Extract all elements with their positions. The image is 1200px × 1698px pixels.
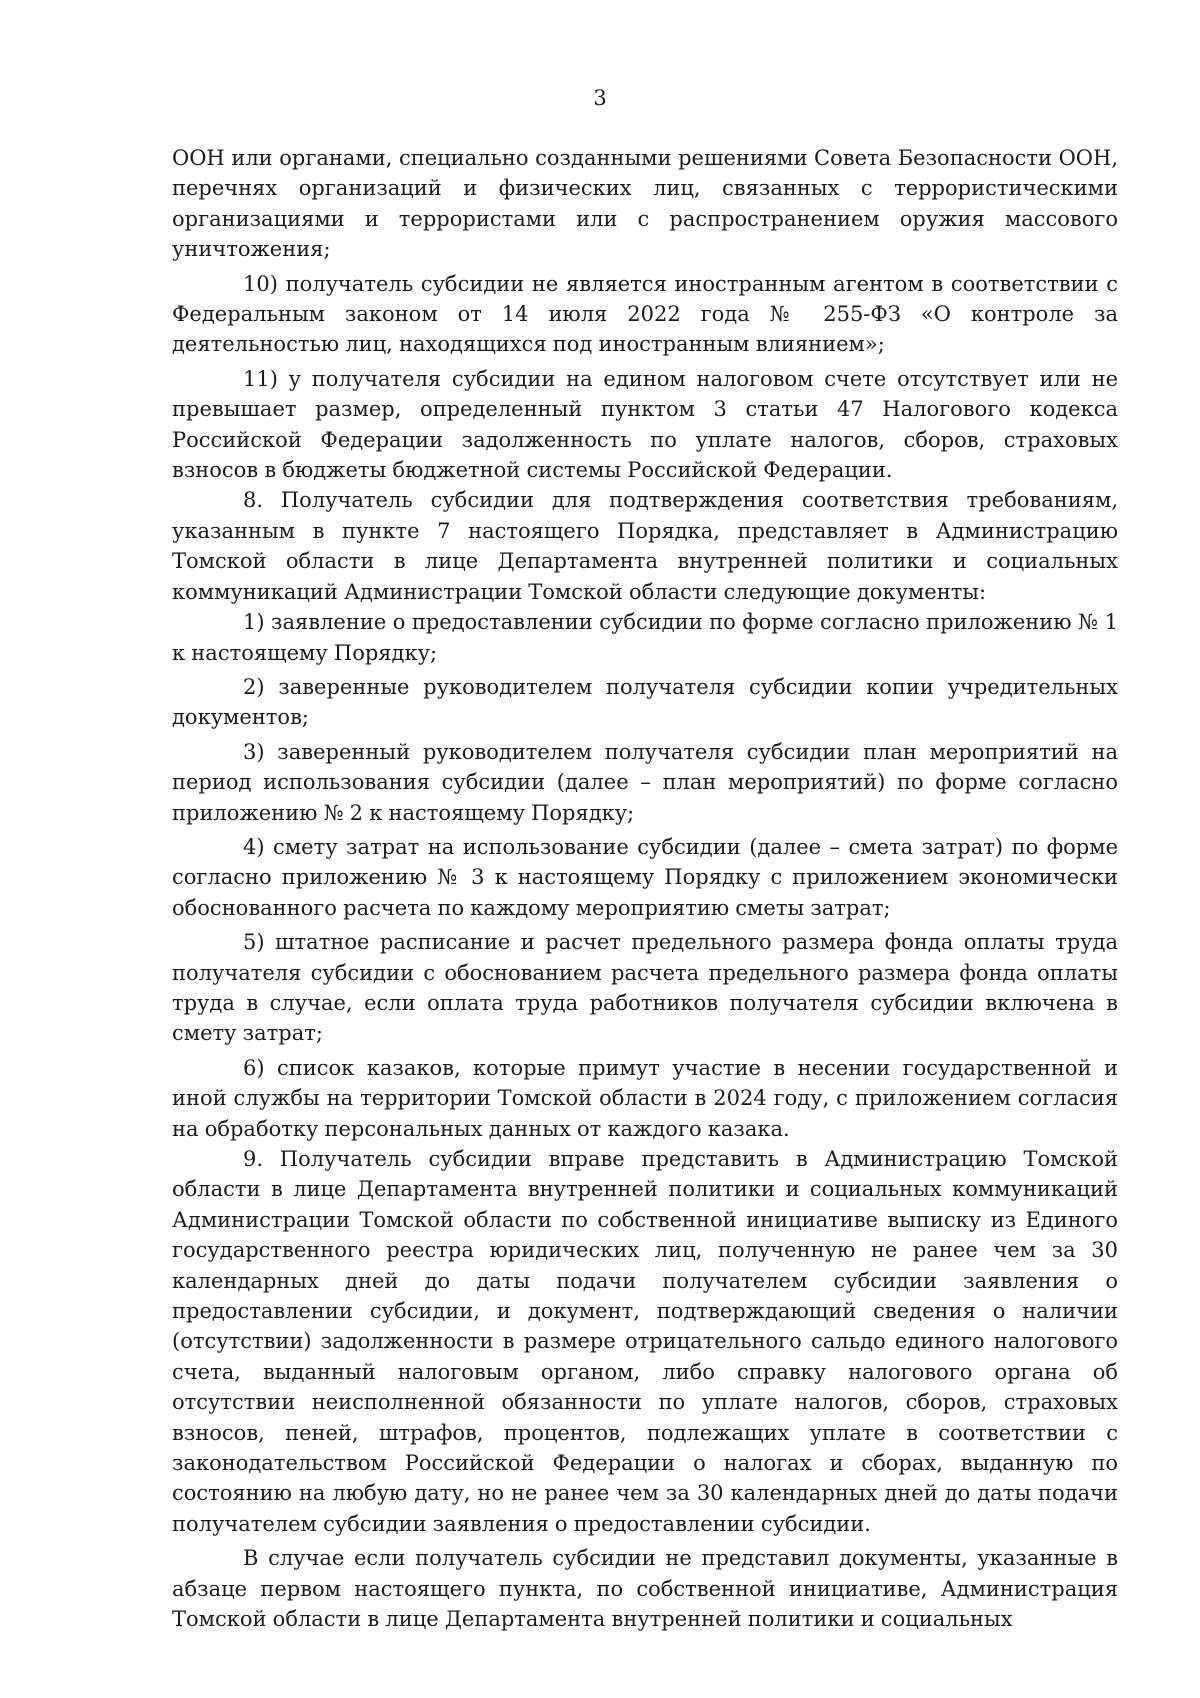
paragraph-doc-2: 2) заверенные руководителем получателя субсидии копии учредительных документов;	[172, 674, 1118, 730]
paragraph-clause-9-second: В случае если получатель субсидии не представил документы, указанные в абзаце первом настоящего пункта, по собственной инициативе, Администрация Томской области в лице Департамента внутренней политики и социальных	[172, 1546, 1118, 1632]
paragraph-doc-1: 1) заявление о предоставлении субсидии по форме согласно приложению № 1 к настоящему Порядку;	[172, 610, 1118, 665]
paragraph-item-10: 10) получатель субсидии не является иностранным агентом в соответствии с Федеральным законом от 14 июля 2022 года № 255-ФЗ «О контроле за деятельностью лиц, находящихся под иностранным влиянием»;	[172, 271, 1118, 357]
paragraph-doc-4: 4) смету затрат на использование субсидии (далее – смета затрат) по форме согласно приложению № 3 к настоящему Порядку с приложением экономически обоснованного расчета по каждому мероприятию сметы затрат;	[172, 834, 1118, 920]
paragraph-doc-5: 5) штатное расписание и расчет предельного размера фонда оплаты труда получателя субсидии с обоснованием расчета предельного размера фонда оплаты труда в случае, если оплата труда работников получателя субсидии включена в смету затрат;	[172, 930, 1118, 1046]
paragraph-continuation: ООН или органами, специально созданными решениями Совета Безопасности ООН, перечнях организаций и физических лиц, связанных с террористическими организациями и террористами или с распространением оружия массового уничтожения;	[172, 146, 1118, 262]
paragraph-doc-3: 3) заверенный руководителем получателя субсидии план мероприятий на период использования субсидии (далее – план мероприятий) по форме согласно приложению № 2 к настоящему Порядку;	[172, 739, 1118, 825]
paragraph-doc-6: 6) список казаков, которые примут участие в несении государственной и иной службы на территории Томской области в 2024 году, с приложением согласия на обработку персональных данных от каждого казака.	[172, 1055, 1118, 1141]
document-body	[172, 143, 1118, 1635]
paragraph-clause-9: 9. Получатель субсидии вправе представить в Администрацию Томской области в лице Департамента внутренней политики и социальных коммуникаций Администрации Томской области по собственной инициативе выписку из Единого государственного реестра юридических лиц, полученную не ранее чем за 30 календарных дней до даты подачи получателем субсидии заявления о предоставлении субсидии, и документ, подтверждающий сведения о наличии (отсутствии) задолженности в размере отрицательного сальдо единого налогового счета, выданный налоговым органом, либо справку налогового органа об отсутствии неисполненной обязанности по уплате налогов, сборов, страховых взносов, пеней, штрафов, процентов, подлежащих уплате в соответствии с законодательством Российской Федерации о налогах и сборах, выданную по состоянию на любую дату, но не ранее чем за 30 календарных дней до даты подачи получателем субсидии заявления о предоставлении субсидии.	[172, 1147, 1118, 1536]
page-number: 3	[593, 86, 607, 110]
paragraph-item-11: 11) у получателя субсидии на едином налоговом счете отсутствует или не превышает размер, определенный пунктом 3 статьи 47 Налогового кодекса Российской Федерации задолженность по уплате налогов, сборов, страховых взносов в бюджеты бюджетной системы Российской Федерации.	[172, 366, 1118, 483]
paragraph-clause-8: 8. Получатель субсидии для подтверждения соответствия требованиям, указанным в пункте 7 настоящего Порядка, представляет в Администрацию Томской области в лице Департамента внутренней политики и социальных коммуникаций Администрации Томской области следующие документы:	[172, 488, 1118, 604]
